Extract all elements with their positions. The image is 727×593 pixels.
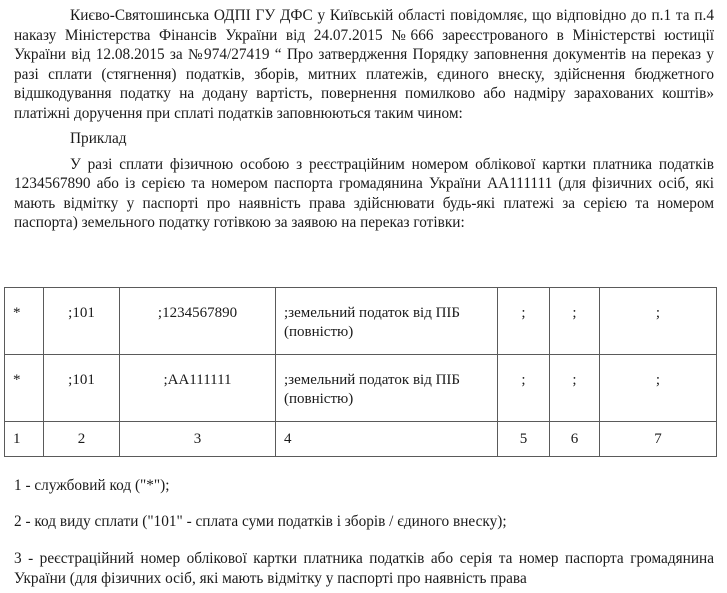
column-number: 2 (44, 422, 120, 457)
column-number: 4 (276, 422, 498, 457)
column-number: 5 (498, 422, 550, 457)
legend-note-3: 3 - реєстраційний номер облікової картки платника податків або серія та номер паспорта громадянина України (для фізичних осіб, які мають відмітку у паспорті про наявність права (14, 550, 714, 587)
column-number: 3 (120, 422, 276, 457)
example-heading: Приклад (70, 130, 127, 147)
table-cell: * (5, 288, 44, 355)
table-cell: ; (550, 355, 600, 422)
table-cell: ;1234567890 (120, 288, 276, 355)
table-cell: ; (600, 355, 717, 422)
example-paragraph: У разі сплати фізичною особою з реєстраційним номером облікової картки платника податків 1234567890 або із серією та номером паспорта громадянина України АА111111 (для фізичних осіб, які мають відмітку у паспорті про наявність права здійснювати будь-які платежі за серією та номером паспорта) земельного податку готівкою за заявою на переказ готівки: (14, 155, 714, 231)
table-cell: ;земельний податок від ПІБ (повністю) (276, 288, 498, 355)
table-row (5, 355, 717, 422)
table-cell: ; (600, 288, 717, 355)
table-cell: ;101 (44, 355, 120, 422)
table-cell: ; (498, 355, 550, 422)
column-number: 7 (600, 422, 717, 457)
legend-note-1: 1 - службовий код ("*"); (14, 477, 170, 494)
table-cell: ; (498, 288, 550, 355)
table-cell: ; (550, 288, 600, 355)
table-cell: ;101 (44, 288, 120, 355)
column-number: 6 (550, 422, 600, 457)
table-cell: ;земельний податок від ПІБ (повністю) (276, 355, 498, 422)
payment-code-table (4, 287, 717, 457)
legend-note-2: 2 - код виду сплати ("101" - сплата суми податків і зборів / єдиного внеску); (14, 513, 507, 530)
column-number-row (5, 422, 717, 457)
intro-paragraph: Києво-Святошинська ОДПІ ГУ ДФС у Київській області повідомляє, що відповідно до п.1 та п.4 наказу Міністерства Фінансів України від 24.07.2015 №666 зареєстрованого в Міністерстві юстиції України від 12.08.2015 за №974/27419 “ Про затвердження Порядку заповнення документів на переказ у разі сплати (стягнення) податків, зборів, митних платежів, єдиного внеску, здійснення бюджетного відшкодування податку на додану вартість, повернення помилково або надміру зарахованих коштів» платіжні доручення при сплаті податків заповнюються таким чином: (14, 7, 714, 122)
table-cell: * (5, 355, 44, 422)
document-body (14, 6, 714, 233)
table-row (5, 288, 717, 355)
table-cell: ;АА111111 (120, 355, 276, 422)
column-number: 1 (5, 422, 44, 457)
